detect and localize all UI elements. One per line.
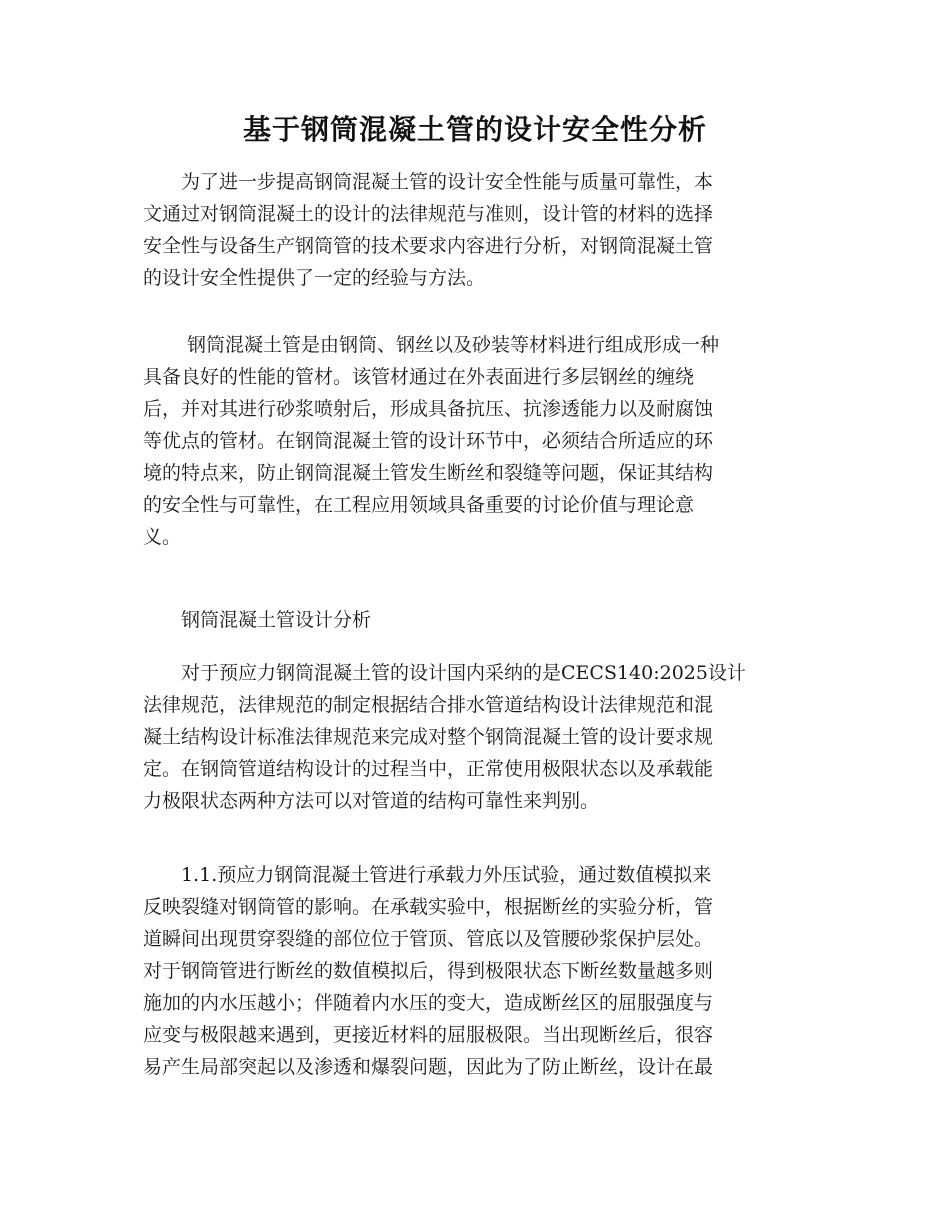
text-line: 道瞬间出现贯穿裂缝的部位位于管顶、管底以及管腰砂浆保护层处。 [143,928,714,950]
text-line: 安全性与设备生产钢筒管的技术要求内容进行分析，对钢筒混凝土管 [143,235,714,257]
document-title: 基于钢筒混凝土管的设计安全性分析 [242,113,707,146]
text-line: 境的特点来，防止钢筒混凝土管发生断丝和裂缝等问题，保证其结构 [143,462,714,484]
paragraph-pipe-description [143,329,803,553]
text-line: 文通过对钢筒混凝土的设计的法律规范与准则，设计管的材料的选择 [143,203,714,225]
text-line: 易产生局部突起以及渗透和爆裂问题，因此为了防止断丝，设计在最 [143,1056,714,1078]
text-line: 施加的内水压越小；伴随着内水压的变大，造成断丝区的屈服强度与 [143,992,714,1014]
text-line: 1.1.预应力钢筒混凝土管进行承载力外压试验，通过数值模拟来 [143,864,712,886]
section-heading [143,604,803,636]
paragraph-load-test [143,859,803,1083]
paragraph-design-code [143,657,803,817]
text-line: 钢筒混凝土管设计分析 [143,609,372,631]
text-line: 等优点的管材。在钢筒混凝土管的设计环节中，必须结合所适应的环 [143,430,714,452]
text-line: 定。在钢筒管道结构设计的过程当中，正常使用极限状态以及承载能 [143,758,714,780]
text-line: 法律规范，法律规范的制定根据结合排水管道结构设计法律规范和混 [143,694,714,716]
text-line: 具备良好的性能的管材。该管材通过在外表面进行多层钢丝的缠绕 [143,366,695,388]
paragraph-intro [143,166,803,294]
text-line: 应变与极限越来遇到，更接近材料的屈服极限。当出现断丝后，很容 [143,1024,714,1046]
text-line: 为了进一步提高钢筒混凝土管的设计安全性能与质量可靠性，本 [143,171,714,193]
text-line: 对于钢筒管进行断丝的数值模拟后，得到极限状态下断丝数量越多则 [143,960,714,982]
text-line: 凝土结构设计标准法律规范来完成对整个钢筒混凝土管的设计要求规 [143,726,714,748]
text-line: 的设计安全性提供了一定的经验与方法。 [143,267,486,289]
text-line: 义。 [143,526,182,548]
text-line: 反映裂缝对钢筒管的影响。在承载实验中，根据断丝的实验分析，管 [143,896,714,918]
text-line: 钢筒混凝土管是由钢筒、钢丝以及砂装等材料进行组成形成一种 [143,334,720,356]
text-line: 力极限状态两种方法可以对管道的结构可靠性来判别。 [143,790,600,812]
text-line: 后，并对其进行砂浆喷射后，形成具备抗压、抗渗透能力以及耐腐蚀 [143,398,714,420]
text-line: 的安全性与可靠性，在工程应用领域具备重要的讨论价值与理论意 [143,494,695,516]
text-line: 对于预应力钢筒混凝土管的设计国内采纳的是CECS140:2025设计 [143,662,746,684]
